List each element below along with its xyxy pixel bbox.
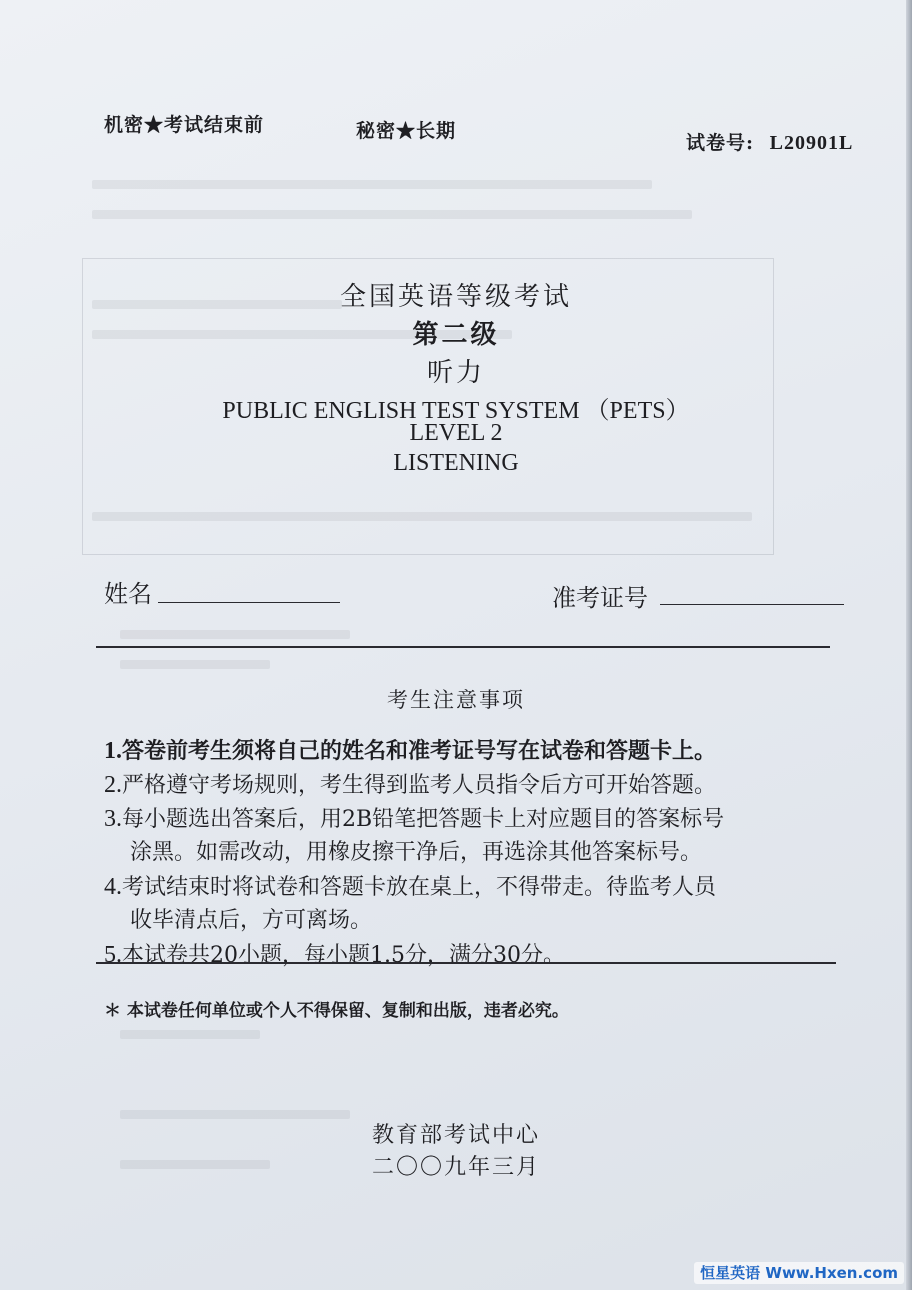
note-number: 1. <box>104 738 122 764</box>
note-text: 答卷前考生须将自己的姓名和准考证号写在试卷和答题卡上。 <box>122 738 717 764</box>
note-continuation: 收毕清点后，方可离场。 <box>130 908 373 933</box>
note-item <box>104 734 716 768</box>
bleed-through-line <box>92 210 692 219</box>
divider-top <box>96 646 830 648</box>
paper-number-value: L20901L <box>769 132 854 154</box>
name-label: 姓名 <box>104 580 152 608</box>
note-number: 3. <box>104 806 122 832</box>
name-field[interactable] <box>158 602 340 603</box>
page-edge <box>906 0 912 1290</box>
copyright-notice: ＊ 本试卷任何单位或个人不得保留、复制和出版，违者必究。 <box>104 1001 569 1021</box>
bleed-through-line <box>120 660 270 669</box>
note-text: 本试卷共20小题，每小题1.5分，满分30分。 <box>122 943 565 968</box>
note-text: 每小题选出答案后，用2B铅笔把答题卡上对应题目的答案标号 <box>122 807 725 832</box>
paper-number <box>686 128 853 155</box>
note-text: 严格遵守考场规则，考生得到监考人员指令后方可开始答题。 <box>122 773 717 798</box>
bleed-through-line <box>92 180 652 189</box>
divider-bottom <box>96 962 836 964</box>
secrecy-label: 秘密★长期 <box>356 120 457 142</box>
bleed-through-line <box>120 1030 260 1039</box>
notes-title: 考生注意事项 <box>387 688 525 712</box>
note-item <box>104 870 716 905</box>
section-title-cn: 听力 <box>426 358 485 388</box>
confidentiality-label: 机密★考试结束前 <box>104 114 265 136</box>
note-number: 5. <box>104 942 122 968</box>
note-item <box>104 938 565 973</box>
note-number: 4. <box>104 874 122 900</box>
admission-number-field[interactable] <box>660 604 844 605</box>
exam-title-cn: 全国英语等级考试 <box>339 282 572 312</box>
section-title-en: LISTENING <box>393 450 519 476</box>
paper-number-label: 试卷号: <box>686 132 755 154</box>
note-continuation: 涂黑。如需改动，用橡皮擦干净后，再选涂其他答案标号。 <box>130 840 703 865</box>
level-title-cn: 第二级 <box>412 320 500 350</box>
note-text: 考试结束时将试卷和答题卡放在桌上，不得带走。待监考人员 <box>122 875 717 900</box>
note-item <box>104 768 716 803</box>
exam-title-en: PUBLIC ENGLISH TEST SYSTEM （PETS） <box>222 398 690 424</box>
level-title-en: LEVEL 2 <box>409 420 503 446</box>
bleed-through-line <box>120 630 350 639</box>
bleed-through-line <box>92 512 752 521</box>
site-watermark: 恒星英语 Www.Hxen.com <box>694 1262 904 1284</box>
note-item <box>104 802 724 837</box>
issuer: 教育部考试中心 <box>371 1123 540 1148</box>
admission-number-label: 准考证号 <box>552 584 648 612</box>
note-number: 2. <box>104 772 122 798</box>
issue-date: 二〇〇九年三月 <box>371 1155 540 1180</box>
